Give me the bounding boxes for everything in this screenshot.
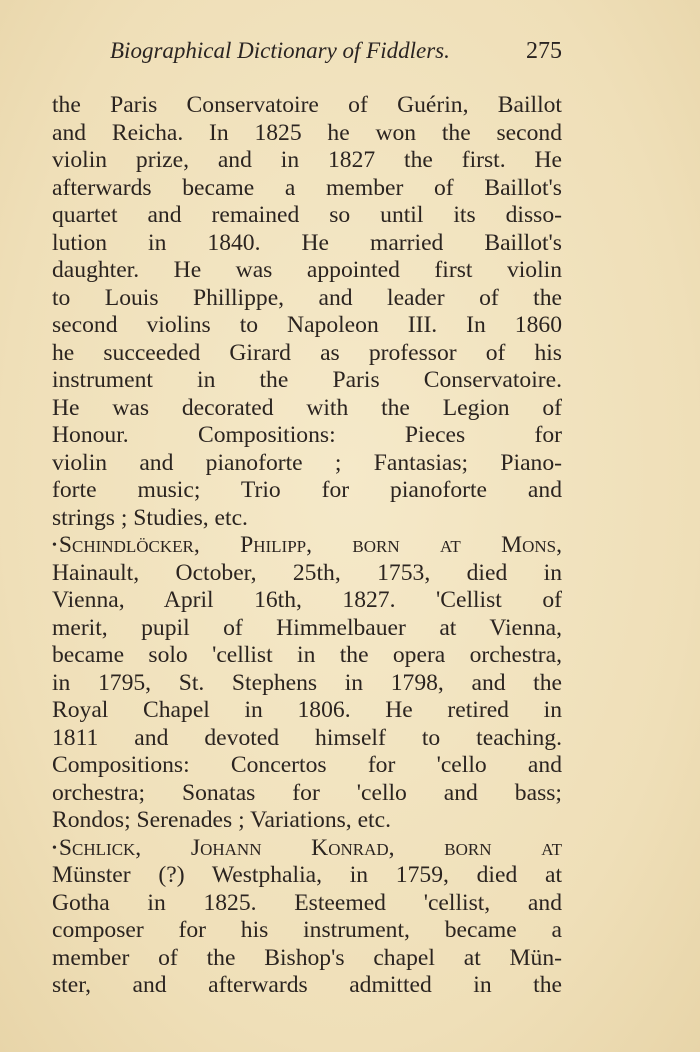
text-line: Hainault, October, 25th, 1753, died in [52, 559, 562, 586]
text-line: merit, pupil of Himmelbauer at Vienna, [52, 614, 562, 641]
text-line: became solo 'cellist in the opera orchestra, [52, 642, 562, 668]
text-line: violin and pianoforte ; Fantasias; Piano- [52, 449, 562, 476]
text-line: forte music; Trio for pianoforte and [52, 477, 562, 503]
text-line: Honour. Compositions: Pieces for [52, 422, 562, 448]
text-line: strings ; Studies, etc. [52, 504, 248, 531]
text-line: Royal Chapel in 1806. He retired in [52, 697, 562, 723]
text-line: orchestra; Sonatas for 'cello and bass; [52, 779, 562, 806]
text-line: member of the Bishop's chapel at Mün- [52, 944, 562, 971]
text-line: he succeeded Girard as professor of his [52, 339, 562, 366]
entry-mark: • [52, 538, 57, 553]
text-line: Rondos; Serenades ; Variations, etc. [52, 807, 391, 833]
entry-heading: Schindlöcker, Philipp, born at Mons, [58, 532, 562, 558]
entry-line [52, 532, 562, 560]
text-line: to Louis Phillippe, and leader of the [52, 284, 562, 311]
text-line: the Paris Conservatoire of Guérin, Baillot [52, 92, 562, 118]
entry-line [52, 835, 562, 863]
text-line: Compositions: Concertos for 'cello and [52, 752, 562, 778]
running-head-title: Biographical Dictionary of Fiddlers. [110, 38, 450, 63]
entry-heading: Schlick, Johann Konrad, born at [58, 834, 562, 861]
running-head [52, 38, 562, 74]
text-line: in 1795, St. Stephens in 1798, and the [52, 669, 562, 696]
text-line: 1811 and devoted himself to teaching. [52, 724, 562, 751]
body-text [52, 92, 562, 1000]
text-line: second violins to Napoleon III. In 1860 [52, 312, 562, 338]
text-line: afterwards became a member of Baillot's [52, 174, 562, 201]
entry-mark: • [52, 840, 57, 856]
text-line: violin prize, and in 1827 the first. He [52, 147, 562, 173]
text-line: Vienna, April 16th, 1827. 'Cellist of [52, 587, 562, 613]
text-line: Gotha in 1825. Esteemed 'cellist, and [52, 889, 562, 916]
text-line: quartet and remained so until its disso- [52, 202, 562, 228]
page-number: 275 [526, 38, 562, 64]
text-line: lution in 1840. He married Baillot's [52, 229, 562, 256]
text-line: ster, and afterwards admitted in the [52, 972, 562, 998]
text-line: He was decorated with the Legion of [52, 394, 562, 421]
text-line: Münster (?) Westphalia, in 1759, died at [52, 862, 562, 888]
text-line: daughter. He was appointed first violin [52, 257, 562, 283]
text-line: and Reicha. In 1825 he won the second [52, 119, 562, 146]
text-line: instrument in the Paris Conservatoire. [52, 367, 562, 393]
text-line: composer for his instrument, became a [52, 917, 562, 943]
